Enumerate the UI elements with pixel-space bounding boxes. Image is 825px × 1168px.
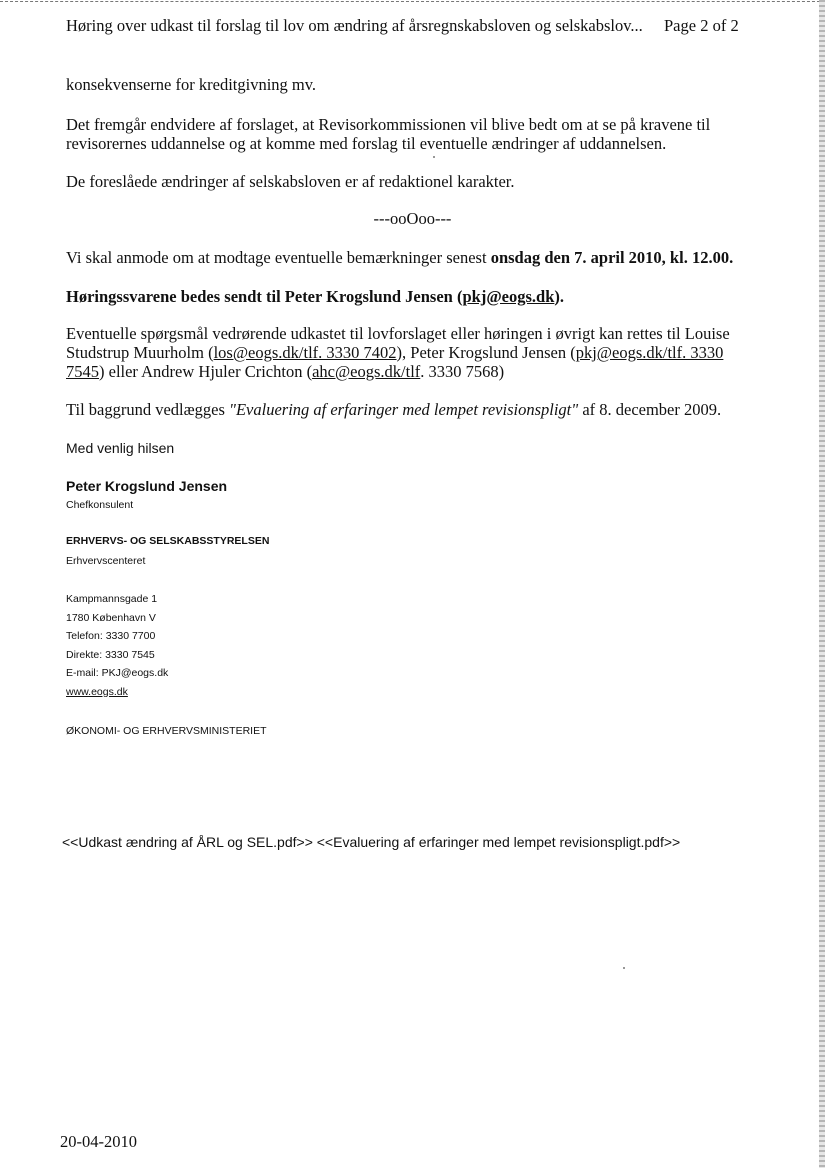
signature-department: Erhvervscenteret	[66, 555, 146, 567]
paragraph-2	[66, 115, 710, 153]
email-link-ahc[interactable]: ahc@eogs.dk/tlf	[312, 362, 421, 381]
paragraph-1: konsekvenserne for kreditgivning mv.	[66, 75, 317, 94]
signature-title: Chefkonsulent	[66, 499, 134, 511]
email-link-pkj[interactable]: pkj@eogs.dk	[462, 287, 555, 306]
submission-end: ).	[554, 287, 565, 306]
section-separator: ---ooOoo---	[373, 209, 452, 228]
deadline-paragraph	[66, 248, 733, 267]
signature-organization: ERHVERVS- OG SELSKABSSTYRELSEN	[66, 535, 270, 547]
contact-text-a: Studstrup Muurholm (	[66, 343, 214, 362]
submission-paragraph	[66, 287, 564, 306]
background-paragraph	[66, 400, 721, 419]
email-link-los[interactable]: los@eogs.dk/tlf. 3330 7402	[213, 343, 397, 362]
ministry-name: ØKONOMI- OG ERHVERVSMINISTERIET	[66, 725, 267, 737]
contact-text-c: ) eller Andrew Hjuler Crichton (	[99, 362, 313, 381]
background-text-b: af 8. december 2009.	[578, 400, 722, 419]
direct-number: Direkte: 3330 7545	[66, 648, 155, 661]
scan-right-edge	[819, 0, 825, 1168]
signature-contact-block	[66, 590, 168, 701]
deadline-date: onsdag den 7. april 2010, kl. 12.00.	[490, 248, 734, 267]
attachments-list[interactable]: <<Udkast ændring af ÅRL og SEL.pdf>> <<Evaluering af erfaringer med lempet revisionspligt.pdf>>	[62, 834, 681, 850]
header-title: Høring over udkast til forslag til lov om ændring af årsregnskabsloven og selskabslov...	[66, 16, 643, 35]
report-title: "Evaluering af erfaringer med lempet revisionspligt"	[229, 400, 579, 419]
contact-text-b: ), Peter Krogslund Jensen (	[396, 343, 576, 362]
email-link-pkj-phone-cont[interactable]: 7545	[66, 362, 99, 381]
background-text-a: Til baggrund vedlægges	[66, 400, 230, 419]
signature-greeting: Med venlig hilsen	[66, 440, 175, 456]
contact-text-d: . 3330 7568)	[420, 362, 505, 381]
contact-line-2	[66, 343, 730, 362]
contact-line-3	[66, 362, 730, 381]
deadline-text: Vi skal anmode om at modtage eventuelle bemærkninger senest	[66, 248, 491, 267]
website-link[interactable]: www.eogs.dk	[66, 685, 128, 698]
signature-name: Peter Krogslund Jensen	[66, 478, 228, 494]
paragraph-3: De foreslåede ændringer af selskabsloven er af redaktionel karakter.	[66, 172, 515, 191]
submission-text: Høringssvarene bedes sendt til Peter Krogslund Jensen (	[66, 287, 463, 306]
phone-number: Telefon: 3330 7700	[66, 630, 156, 642]
scan-speck	[623, 967, 625, 969]
page-number: Page 2 of 2	[664, 16, 739, 35]
email-address: E-mail: PKJ@eogs.dk	[66, 667, 169, 679]
scan-top-border	[0, 1, 825, 2]
contact-line-1: Eventuelle spørgsmål vedrørende udkastet til lovforslaget eller høringen i øvrigt kan rettes til Louise	[66, 324, 730, 343]
footer-date: 20-04-2010	[60, 1132, 137, 1151]
contact-paragraph	[66, 324, 730, 381]
address-street: Kampmannsgade 1	[66, 593, 158, 605]
paragraph-2-line-2: revisorernes uddannelse og at komme med forslag til eventuelle ændringer af uddannelsen.	[66, 134, 667, 153]
email-link-pkj-phone[interactable]: pkj@eogs.dk/tlf. 3330	[575, 343, 724, 362]
scan-speck	[433, 156, 435, 158]
paragraph-2-line-1: Det fremgår endvidere af forslaget, at Revisorkommissionen vil blive bedt om at se på kravene til	[66, 115, 711, 134]
address-city: 1780 København V	[66, 611, 156, 624]
